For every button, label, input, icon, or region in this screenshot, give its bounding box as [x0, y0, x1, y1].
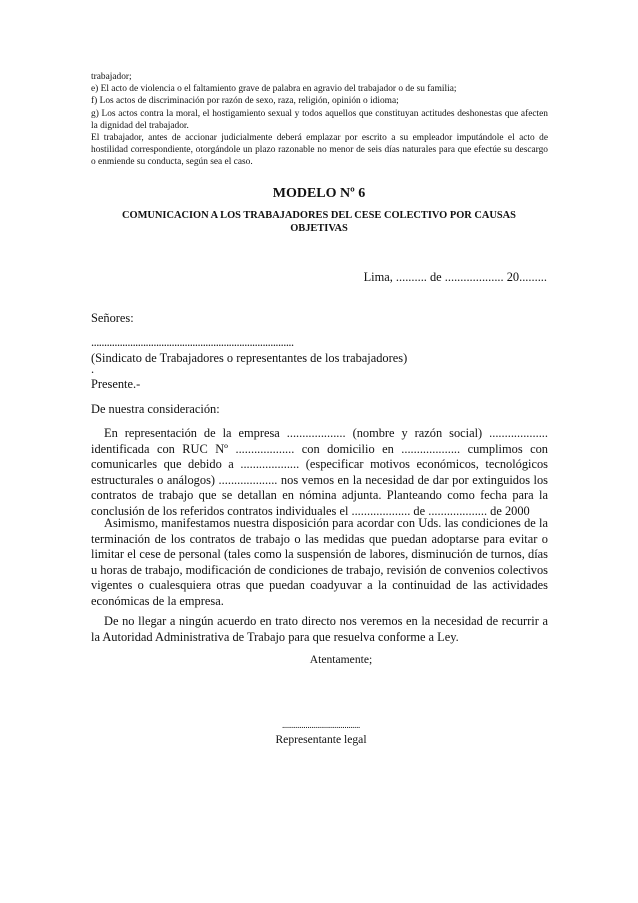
signature-label: Representante legal	[275, 733, 367, 746]
paragraph-3	[91, 614, 548, 645]
closing: Atentamente;	[309, 653, 373, 666]
signature-line: ........................................	[281, 720, 360, 730]
paragraph-1	[91, 426, 548, 520]
greeting: Señores:	[91, 311, 134, 325]
item-e: e) El acto de violencia o el faltamiento grave de palabra en agravio del trabajador o de su familia;	[91, 84, 457, 95]
presente: Presente.-	[91, 377, 141, 391]
previous-closing: El trabajador, antes de accionar judicialmente deberá emplazar por escrito a su empleador imputándole el acto de hostilidad correspondiente, otorgándole un plazo razonable no menor de seis días naturales para que efectúe su descargo o enmiende su conducta, según sea el caso.	[91, 133, 548, 168]
salutation: De nuestra consideración:	[91, 402, 220, 416]
paragraph-1-text: En representación de la empresa ................... (nombre y razón social) ................... identificada con RUC Nº ................... con domicilio en ................... cumplimos con comunicarles que debido a ................... (especificar motivos económicos, tecnológicos estructurales o análogos) ................... nos vemos en la necesidad de dar por extinguidos los contratos de trabajo que se detallan en nómina adjunta. Planteando como fecha para la conclusión de los referidos contratos individuales el ................... de ................... de 2000	[91, 426, 548, 518]
item-g: g) Los actos contra la moral, el hostigamiento sexual y todos aquellos que constituyan actitudes deshonestas que afecten la dignidad del trabajador.	[91, 108, 548, 131]
paragraph-3-text: De no llegar a ningún acuerdo en trato directo nos veremos en la necesidad de recurrir a la Autoridad Administrativa de Trabajo para que resuelva conforme a Ley.	[91, 614, 548, 644]
dotted-line: ..............................................................................	[91, 335, 294, 349]
previous-section-text	[91, 71, 548, 169]
item-f: f) Los actos de discriminación por razón de sexo, raza, religión, opinión o idioma;	[91, 96, 399, 107]
document-subtitle: COMUNICACION A LOS TRABAJADORES DEL CESE COLECTIVO POR CAUSAS OBJETIVAS	[122, 210, 516, 234]
recipient: (Sindicato de Trabajadores o representantes de los trabajadores)	[91, 351, 408, 365]
paragraph-2-text: Asimismo, manifestamos nuestra disposición para acordar con Uds. las condiciones de la terminación de los contratos de trabajo o las medidas que puedan adoptarse para evitar o limitar el cese de personal (tales como la suspensión de labores, disminución de turnos, días u horas de trabajo, modificación de condiciones de trabajo, revisión de convenios colectivos vigentes o cualesquiera otras que puedan coadyuvar a la continuidad de las actividades económicas de la empresa.	[91, 516, 548, 608]
paragraph-2	[91, 516, 548, 610]
previous-line: trabajador;	[91, 72, 132, 82]
document-title: MODELO Nº 6	[272, 186, 366, 201]
date-line: Lima, .......... de ................... 20.........	[363, 270, 547, 284]
dot: .	[91, 362, 95, 376]
